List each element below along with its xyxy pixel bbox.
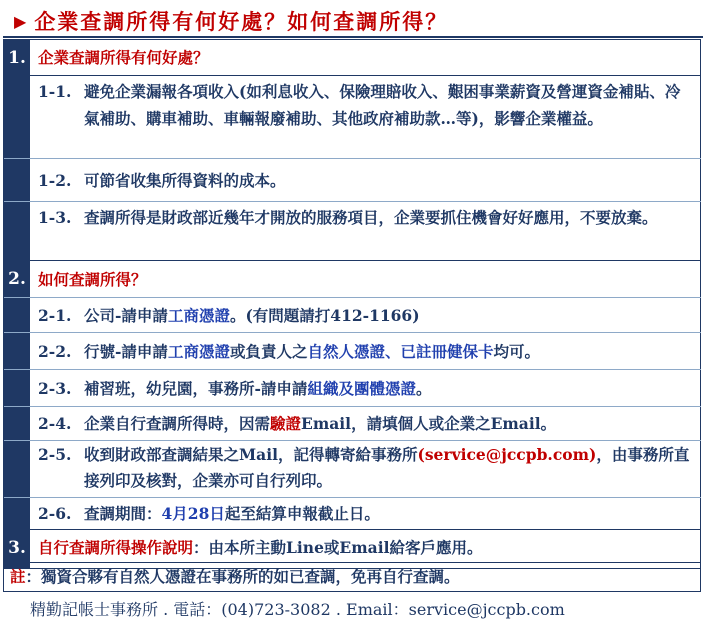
- page-title-text: 企業查調所得有何好處？如何查調所得？: [34, 9, 449, 34]
- item-text-part: 行號-請申請: [84, 342, 168, 361]
- item-text-part: 。: [415, 379, 432, 398]
- item-number: 2-2.: [38, 342, 72, 361]
- footer-contact: 精勤記帳士事務所 . 電話：(04)723-3082 . Email：service@jccpb.com: [30, 600, 565, 619]
- section-1-heading-row: [4, 40, 701, 76]
- item-2-3: [38, 375, 693, 406]
- item-text-part: 均可。: [493, 342, 540, 361]
- item-text-part: ，由事務所直接列印及核對，企業亦可自行列印。: [84, 445, 690, 490]
- item-number: 1-3.: [38, 208, 72, 227]
- item-text: [84, 500, 693, 529]
- item-2-4-row: [4, 407, 701, 441]
- note-label: 註: [10, 567, 26, 586]
- item-text: [84, 442, 693, 497]
- certificate-name: 自然人憑證、已註冊健保卡: [307, 342, 494, 361]
- item-text: 避免企業漏報各項收入(如利息收入、保險理賠收入、艱困事業薪資及營運資金補貼、冷氣補助、購車補助、車輛報廢補助、其他政府補助款…等)，影響企業權益。: [84, 82, 681, 128]
- page-title: [14, 6, 448, 36]
- item-text-part: 公司-請申請: [84, 306, 168, 325]
- item-1-2-row: [4, 159, 701, 202]
- item-2-5: [38, 442, 693, 497]
- section-2-bar: [4, 370, 30, 406]
- content-box: [3, 39, 701, 569]
- item-text: [84, 410, 693, 440]
- item-text: 查調所得是財政部近幾年才開放的服務項目，企業要抓住機會好好應用，不要放棄。: [84, 208, 658, 227]
- section-3-number: 3.: [4, 530, 30, 568]
- section-1-heading: 企業查調所得有何好處？: [38, 48, 209, 67]
- item-number: 2-6.: [38, 504, 72, 523]
- item-1-2: [38, 167, 693, 201]
- item-1-3: [38, 204, 693, 260]
- section-1-bar: [4, 202, 30, 260]
- item-number: 2-4.: [38, 414, 72, 433]
- section-2-heading-row: [4, 261, 701, 298]
- item-1-1-row: [4, 76, 701, 159]
- item-text-part: 收到財政部查調結果之Mail，記得轉寄給事務所: [84, 445, 418, 464]
- item-2-4: [38, 410, 693, 440]
- item-text-part: 企業自行查調所得時，因需: [84, 414, 271, 433]
- item-2-6: [38, 500, 693, 529]
- play-arrow-icon: ▶: [14, 11, 29, 31]
- certificate-name: 工商憑證: [167, 342, 230, 361]
- item-text-part: 補習班，幼兒園，事務所-請申請: [84, 379, 308, 398]
- item-number: 2-1.: [38, 306, 72, 325]
- item-2-6-row: [4, 498, 701, 530]
- section-2-bar: [4, 298, 30, 332]
- item-2-3-row: [4, 370, 701, 407]
- note: [10, 563, 460, 591]
- item-number: 1-1.: [38, 82, 72, 101]
- item-text: [84, 302, 693, 332]
- section-1-number: 1.: [4, 40, 30, 75]
- item-text: 可節省收集所得資料的成本。: [84, 171, 286, 190]
- item-text-part: 起至結算申報截止日。: [224, 504, 380, 523]
- item-2-5-row: [4, 441, 701, 498]
- section-3-desc: ：由本所主動Line或Email給客戶應用。: [193, 538, 483, 557]
- item-number: 2-3.: [38, 379, 72, 398]
- highlight-verify: 驗證: [270, 414, 302, 433]
- item-text: [84, 375, 693, 406]
- section-1-bar: [4, 76, 30, 158]
- highlight-date: 4月28日: [161, 504, 225, 523]
- item-2-2: [38, 338, 693, 369]
- certificate-name: 工商憑證: [167, 306, 230, 325]
- section-2-heading: 如何查調所得？: [38, 270, 147, 289]
- section-2-number: 2.: [4, 261, 30, 297]
- item-text-part: 查調期間：: [84, 504, 162, 523]
- item-1-1: [38, 78, 693, 158]
- section-2-bar: [4, 498, 30, 529]
- title-divider: [3, 36, 703, 38]
- section-2-bar: [4, 333, 30, 369]
- item-2-2-row: [4, 333, 701, 370]
- item-number: 2-5.: [38, 445, 72, 464]
- section-3-heading: 自行查調所得操作說明: [38, 538, 194, 557]
- section-2-bar: [4, 407, 30, 440]
- service-email: (service@jccpb.com): [417, 445, 597, 464]
- item-1-3-row: [4, 202, 701, 261]
- note-row: [3, 562, 701, 592]
- item-number: 1-2.: [38, 171, 72, 190]
- item-text-part: 或負責人之: [229, 342, 308, 361]
- note-text: ：獨資合夥有自然人憑證在事務所的如已查調，免再自行查調。: [25, 567, 460, 586]
- section-1-bar: [4, 159, 30, 201]
- item-text-part: Email，請填個人或企業之Email。: [301, 414, 557, 433]
- certificate-name: 組織及團體憑證: [307, 379, 416, 398]
- item-2-1: [38, 302, 693, 332]
- item-text-part: 。(有問題請打412-1166): [229, 306, 420, 325]
- item-2-1-row: [4, 298, 701, 333]
- item-text: [84, 338, 693, 369]
- section-2-bar: [4, 441, 30, 497]
